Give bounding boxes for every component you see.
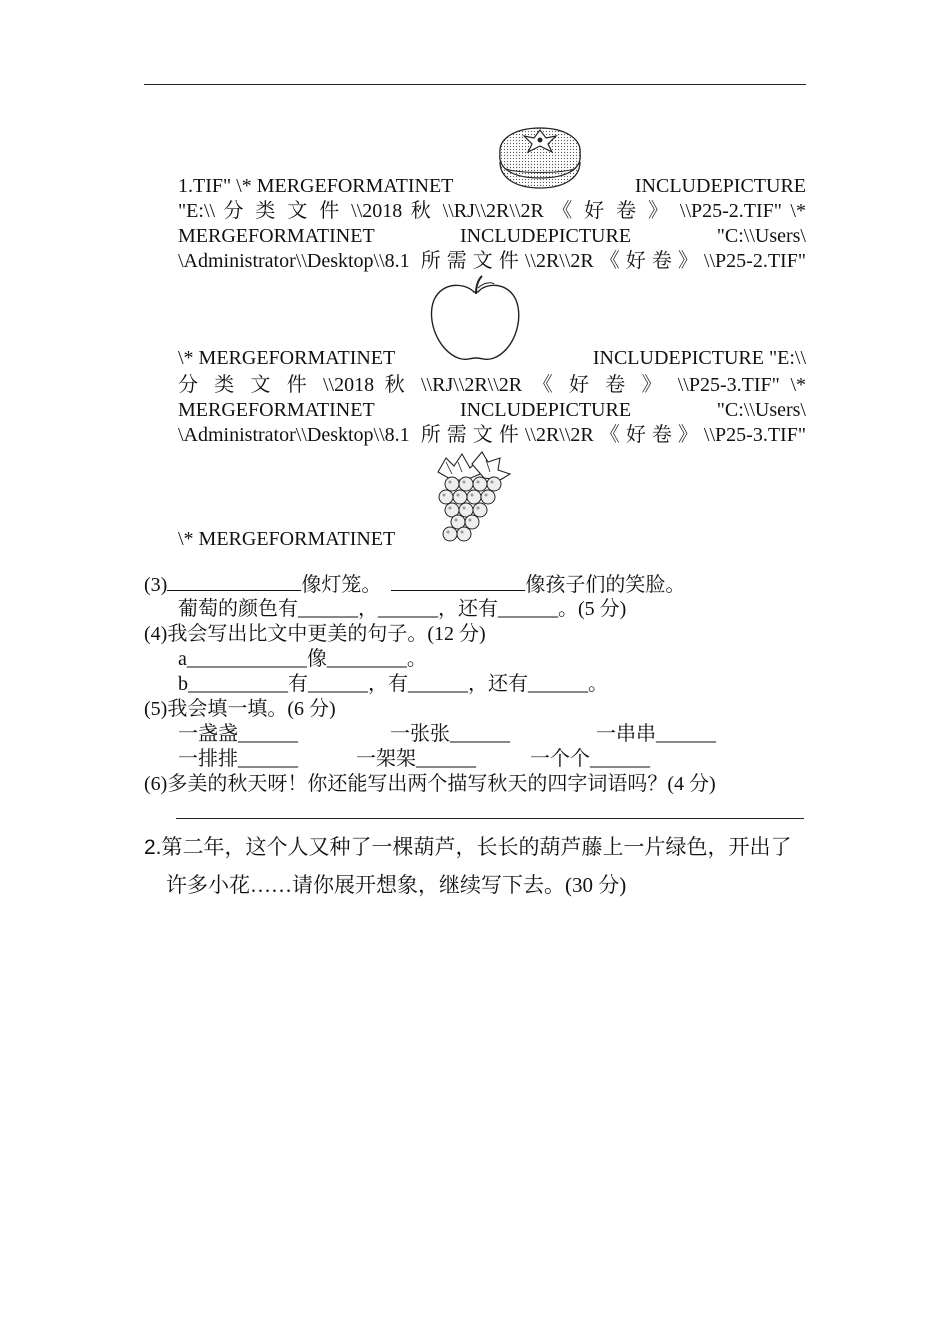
q5-r2c1: 一排排______ xyxy=(178,748,298,770)
persimmon-icon xyxy=(494,124,586,192)
q3-blank-2[interactable] xyxy=(391,572,525,591)
q5-r1c3: 一串串______ xyxy=(596,723,716,745)
q3-line-1 xyxy=(144,572,685,597)
artifact-line-5-right: INCLUDEPICTURE "E:\\ xyxy=(592,347,806,369)
q4-label: (4)我会写出比文中更美的句子。(12 分) xyxy=(144,623,486,645)
artifact-line-1-left: 1.TIF" \* MERGEFORMATINET xyxy=(178,175,454,197)
artifact-line-7: MERGEFORMATINET INCLUDEPICTURE "C:\\Users\ xyxy=(178,399,806,421)
q2-line-2: 许多小花……请你展开想象，继续写下去。(30 分) xyxy=(166,873,627,897)
q3-label: (3) xyxy=(144,574,168,596)
grapes-icon xyxy=(428,450,514,544)
artifact-line-9: \* MERGEFORMATINET xyxy=(178,528,396,550)
q5-r1c2: 一张张______ xyxy=(390,723,510,745)
q2-number: 2. xyxy=(144,836,162,859)
q5-label: (5)我会填一填。(6 分) xyxy=(144,698,336,720)
q6-label: (6)多美的秋天呀！你还能写出两个描写秋天的四字词语吗？(4 分) xyxy=(144,773,716,795)
q3-line-2: 葡萄的颜色有______，______，还有______。(5 分) xyxy=(178,598,627,620)
artifact-line-6: 分 类 文 件 \\2018 秋 \\RJ\\2R\\2R 《 好 卷 》 \\P25-3.TIF" \* xyxy=(178,374,806,396)
q6-answer-line[interactable] xyxy=(176,818,804,819)
q5-r1c1: 一盏盏______ xyxy=(178,723,298,745)
artifact-line-4: \Administrator\\Desktop\\8.1 所需文件\\2R\\2R《好卷》\\P25-2.TIF" xyxy=(178,250,806,272)
q3-text-b: 像孩子们的笑脸。 xyxy=(525,574,686,596)
artifact-line-5-left: \* MERGEFORMATINET xyxy=(178,347,396,369)
q5-r2c2: 一架架______ xyxy=(356,748,476,770)
artifact-line-3: MERGEFORMATINET INCLUDEPICTURE "C:\\Users\ xyxy=(178,225,806,247)
header-rule xyxy=(144,84,806,85)
q2-text-1: 第二年，这个人又种了一棵葫芦，长长的葫芦藤上一片绿色，开出了 xyxy=(161,835,792,859)
artifact-line-8: \Administrator\\Desktop\\8.1 所需文件\\2R\\2R《好卷》\\P25-3.TIF" xyxy=(178,424,806,446)
q3-text-a: 像灯笼。 xyxy=(301,574,382,596)
artifact-line-2: "E:\\ 分 类 文 件 \\2018 秋 \\RJ\\2R\\2R 《 好 卷 》 \\P25-2.TIF" \* xyxy=(178,200,806,222)
q4-item-a: a____________像________。 xyxy=(178,648,427,670)
q2-line-1 xyxy=(144,834,792,861)
artifact-line-1-right: INCLUDEPICTURE xyxy=(634,175,806,197)
q3-blank-1[interactable] xyxy=(167,572,301,591)
apple-icon xyxy=(428,272,524,364)
q4-item-b: b__________有______，有______，还有______。 xyxy=(178,673,608,695)
q5-r2c3: 一个个______ xyxy=(530,748,650,770)
